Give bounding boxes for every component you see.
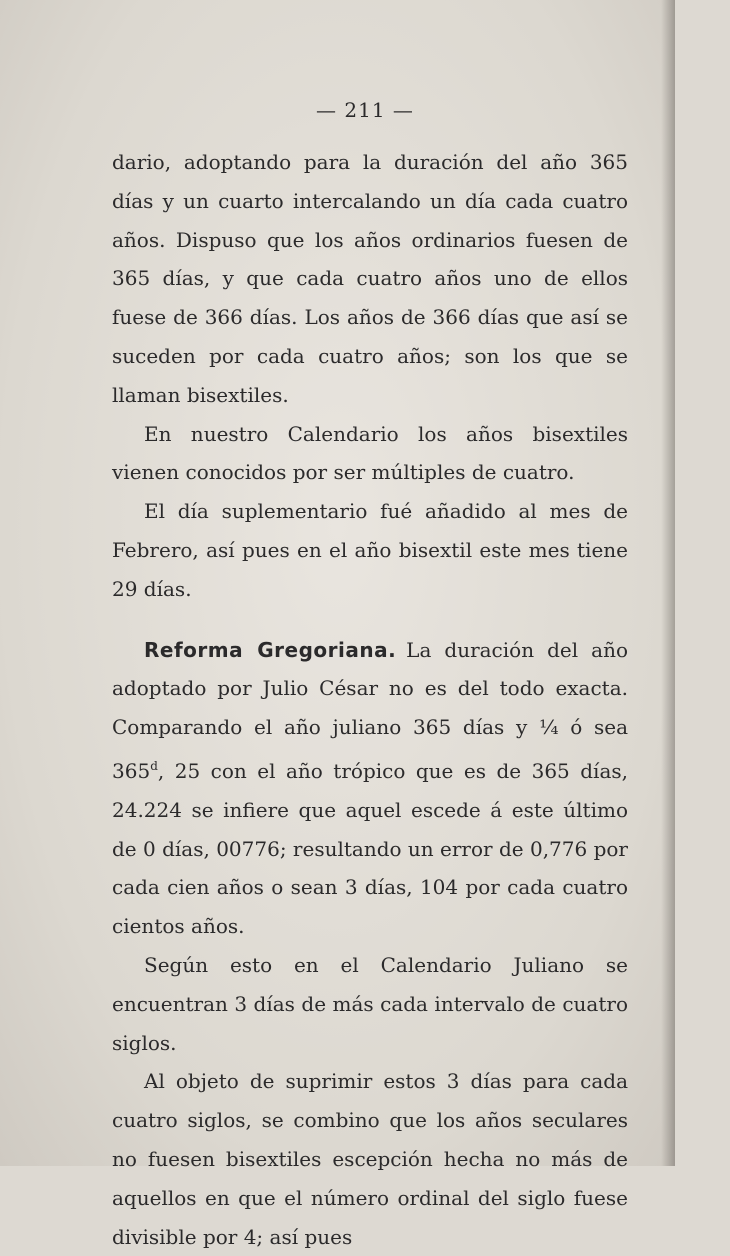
paragraph-extra-day: El día suplementario fué añadido al mes de Febrero, así pues en el año bisextil este mes tiene 29 días. bbox=[112, 499, 628, 601]
paragraph-julian-excess: Según esto en el Calendario Juliano se encuentran 3 días de más cada intervalo de cuatro siglos. bbox=[112, 952, 628, 1055]
reform-text-part2: , 25 con el año trópico que es de 365 días, 24.224 se infiere que aquel escede á este último de 0 días, 00776; resultando un error de 0,776 por cada cien años o sean 3 días, 104 por cada cuatro cientos años. bbox=[112, 758, 628, 939]
paragraph-gregorian-reform bbox=[112, 631, 628, 946]
paragraph-secular-years: Al objeto de suprimir estos 3 días para cada cuatro siglos, se combino que los años seculares no fuesen bisextiles escepción hecha no más de aquellos en que el número ordinal del siglo fuese divisible por 4; así pues bbox=[112, 1069, 628, 1249]
page-edge-shadow bbox=[661, 0, 675, 1166]
section-title: Reforma Gregoriana. bbox=[144, 637, 397, 662]
paragraph-calendar-julian-continued: dario, adoptando para la duración del año 365 días y un cuarto intercalando un día cada cuatro años. Dispuso que los años ordinarios fuesen de 365 días, y que cada cuatro años uno de ellos fuese de 366 días. Los años de 366 días que así se suceden por cada cuatro años; son los que se llaman bisextiles. bbox=[112, 150, 628, 407]
reform-text-part1: La duración del año adoptado por Julio César no es del todo exacta. Comparando el año juliano 365 días y ¼ ó sea 365 bbox=[112, 637, 628, 783]
page-body bbox=[112, 143, 628, 1256]
superscript-d: d bbox=[150, 758, 158, 773]
section-spacer bbox=[112, 609, 628, 631]
paragraph-leap-years: En nuestro Calendario los años bisextiles vienen conocidos por ser múltiples de cuatro. bbox=[112, 421, 628, 485]
page-number: — 211 — bbox=[316, 98, 414, 122]
